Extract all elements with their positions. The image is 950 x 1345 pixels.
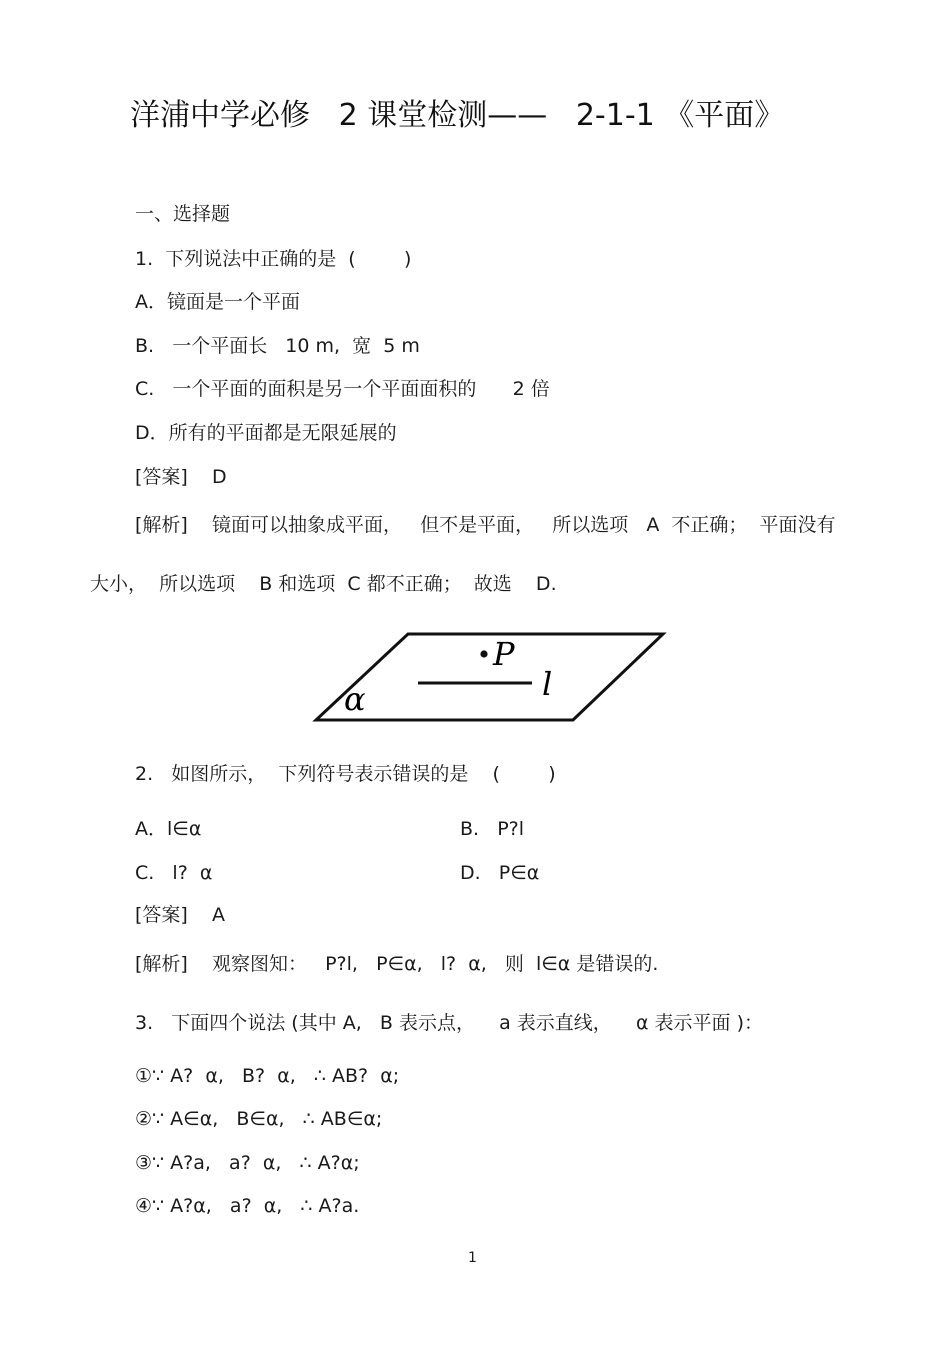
question-1-option-a: A．镜面是一个平面: [135, 291, 300, 313]
question-2-option-b: B. P?l: [460, 818, 525, 840]
question-1-option-c: C. 一个平面的面积是另一个平面面积的 2 倍: [135, 378, 550, 400]
question-1-answer: [答案] D: [135, 466, 227, 488]
plane-alpha-label: α: [344, 680, 366, 718]
question-2-option-c: C. l? α: [135, 862, 213, 884]
question-2-answer: [答案] A: [135, 904, 225, 926]
plane-parallelogram: [316, 634, 663, 720]
question-3-statement-3: ③∵ A?a, a? α, ∴ A?α;: [135, 1152, 360, 1174]
question-2-option-d: D. P∈α: [460, 862, 540, 884]
page-title: 洋浦中学必修 2 课堂检测—— 2-1-1 《平面》: [130, 98, 785, 133]
section-heading: 一、选择题: [135, 203, 231, 225]
question-2-analysis: [解析] 观察图知： P?l, P∈α, l? α, 则 l∈α 是错误的.: [135, 953, 659, 975]
question-1-option-b: B. 一个平面长 10 m, 宽 5 m: [135, 335, 420, 357]
question-3-statement-2: ②∵ A∈α, B∈α, ∴ AB∈α;: [135, 1108, 383, 1130]
point-p-label: P: [493, 635, 515, 673]
plane-figure: [300, 625, 680, 730]
question-2-stem: 2. 如图所示， 下列符号表示错误的是 ( ): [135, 763, 556, 785]
point-p-dot: [480, 650, 487, 657]
question-1-option-d: D．所有的平面都是无限延展的: [135, 422, 397, 444]
question-1-analysis-line-1: [解析] 镜面可以抽象成平面， 但不是平面， 所以选项 A 不正确； 平面没有: [135, 514, 836, 536]
page-number: 1: [468, 1250, 477, 1266]
question-1-analysis-line-2: 大小， 所以选项 B 和选项 C 都不正确； 故选 D.: [90, 573, 557, 595]
question-3-stem: 3. 下面四个说法 (其中 A, B 表示点， a 表示直线， α 表示平面 )：: [135, 1012, 763, 1034]
question-3-statement-4: ④∵ A?α, a? α, ∴ A?a.: [135, 1195, 360, 1217]
question-2-option-a: A．l∈α: [135, 818, 202, 840]
question-1-stem: 1. 下列说法中正确的是 ( ): [135, 248, 412, 270]
question-3-statement-1: ①∵ A? α, B? α, ∴ AB? α;: [135, 1065, 400, 1087]
line-l-label: l: [542, 665, 553, 703]
